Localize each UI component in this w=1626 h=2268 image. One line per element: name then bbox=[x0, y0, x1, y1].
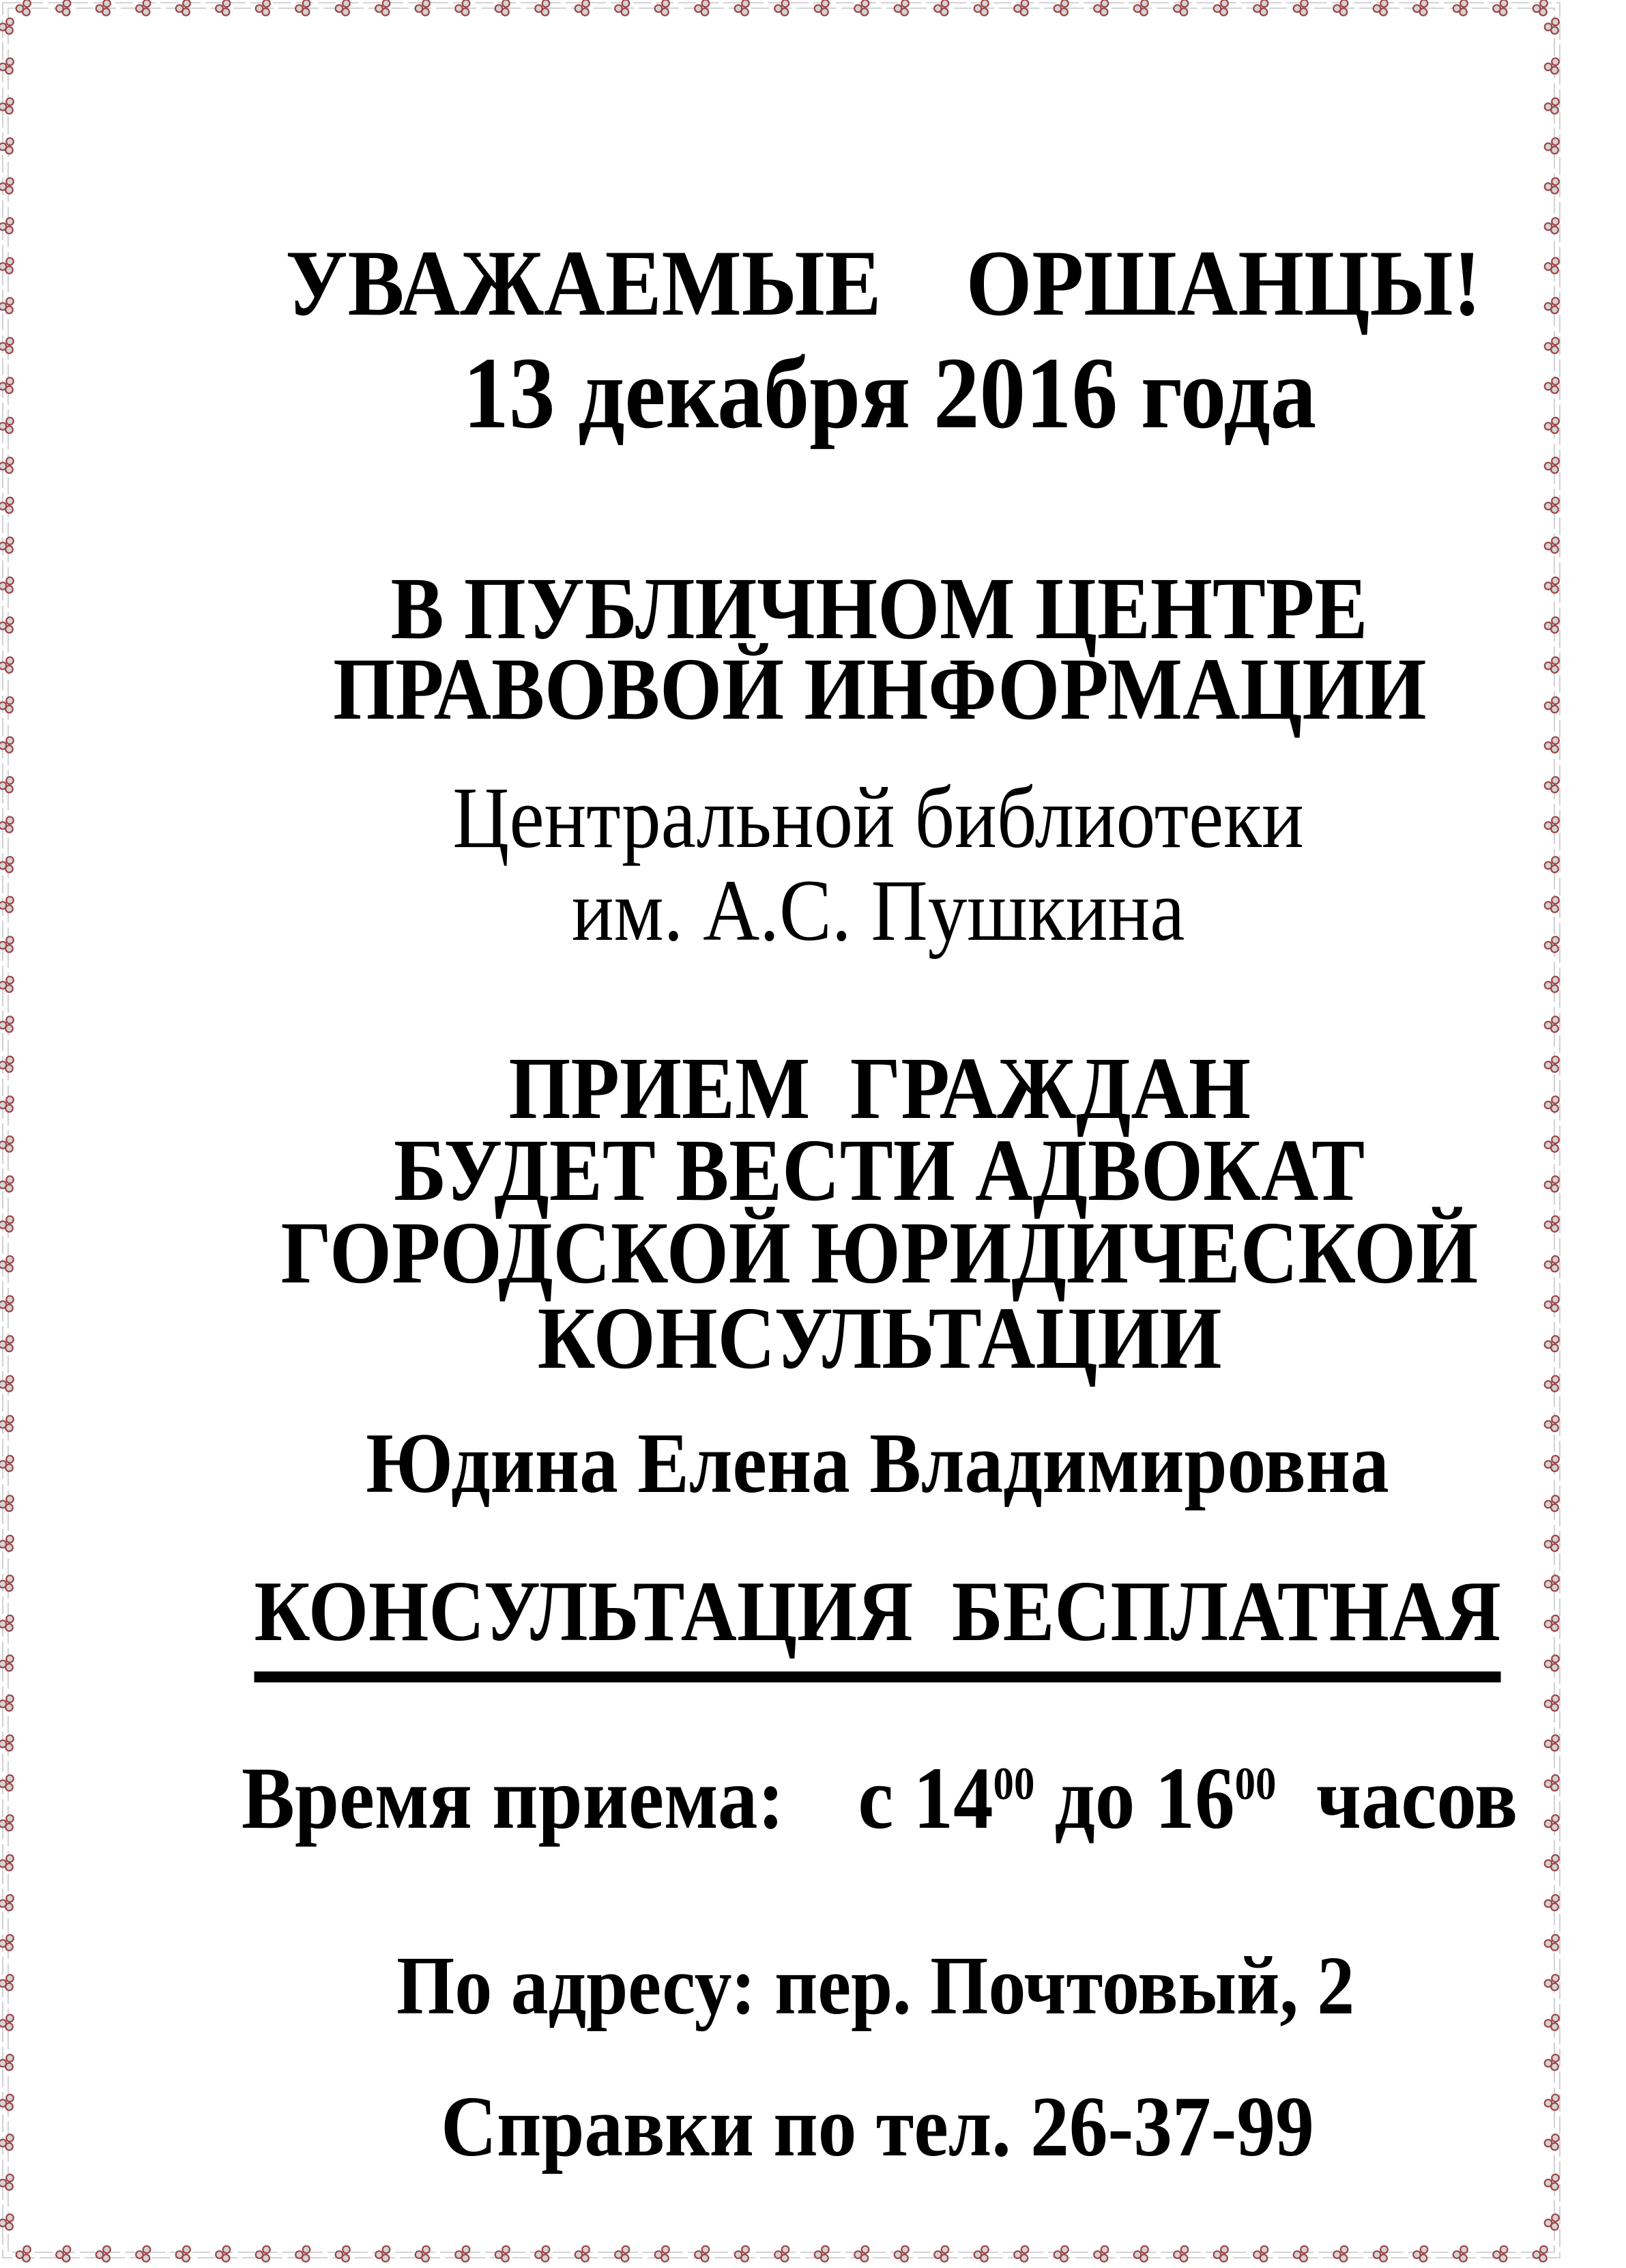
venue-line-2-text: ПРАВОВОЙ ИНФОРМАЦИИ bbox=[332, 640, 1427, 738]
schedule-to-superscript: 00 bbox=[1234, 1758, 1277, 1810]
schedule-from-superscript: 00 bbox=[993, 1758, 1035, 1810]
reception-line-1-text: ПРИЕМ ГРАЖДАН bbox=[508, 1039, 1251, 1138]
reception-line-2-text: БУДЕТ ВЕСТИ АДВОКАТ bbox=[394, 1121, 1365, 1220]
phone-line-text: Справки по тел. 26-37-99 bbox=[441, 2080, 1314, 2174]
schedule-from: с 14 bbox=[858, 1749, 993, 1848]
venue-line-1-text: В ПУБЛИЧНОМ ЦЕНТРЕ bbox=[391, 560, 1368, 658]
reception-line-3-text: ГОРОДСКОЙ ЮРИДИЧЕСКОЙ bbox=[280, 1204, 1479, 1302]
schedule-to: до 16 bbox=[1034, 1749, 1235, 1848]
schedule-label: Время приема: bbox=[241, 1749, 785, 1848]
date-line-text: 13 декабря 2016 года bbox=[463, 336, 1317, 450]
address-line-text: По адресу: пер. Почтовый, 2 bbox=[396, 1940, 1355, 2032]
schedule-suffix: часов bbox=[1276, 1749, 1518, 1848]
schedule-line-text bbox=[241, 1749, 1518, 1848]
title-line-1-text: УВАЖАЕМЫЕ ОРШАНЦЫ! bbox=[285, 231, 1482, 335]
library-line-2-text: им. А.С. Пушкина bbox=[572, 862, 1185, 959]
phone-line bbox=[0, 1998, 1626, 2256]
reception-line-4-text: КОНСУЛЬТАЦИИ bbox=[537, 1289, 1222, 1388]
lawyer-name-text: Юдина Елена Владимировна bbox=[366, 1416, 1389, 1511]
library-line-1-text: Центральной библиотеки bbox=[452, 769, 1305, 866]
free-consultation-text: КОНСУЛЬТАЦИЯ БЕСПЛАТНАЯ bbox=[254, 1569, 1500, 1682]
